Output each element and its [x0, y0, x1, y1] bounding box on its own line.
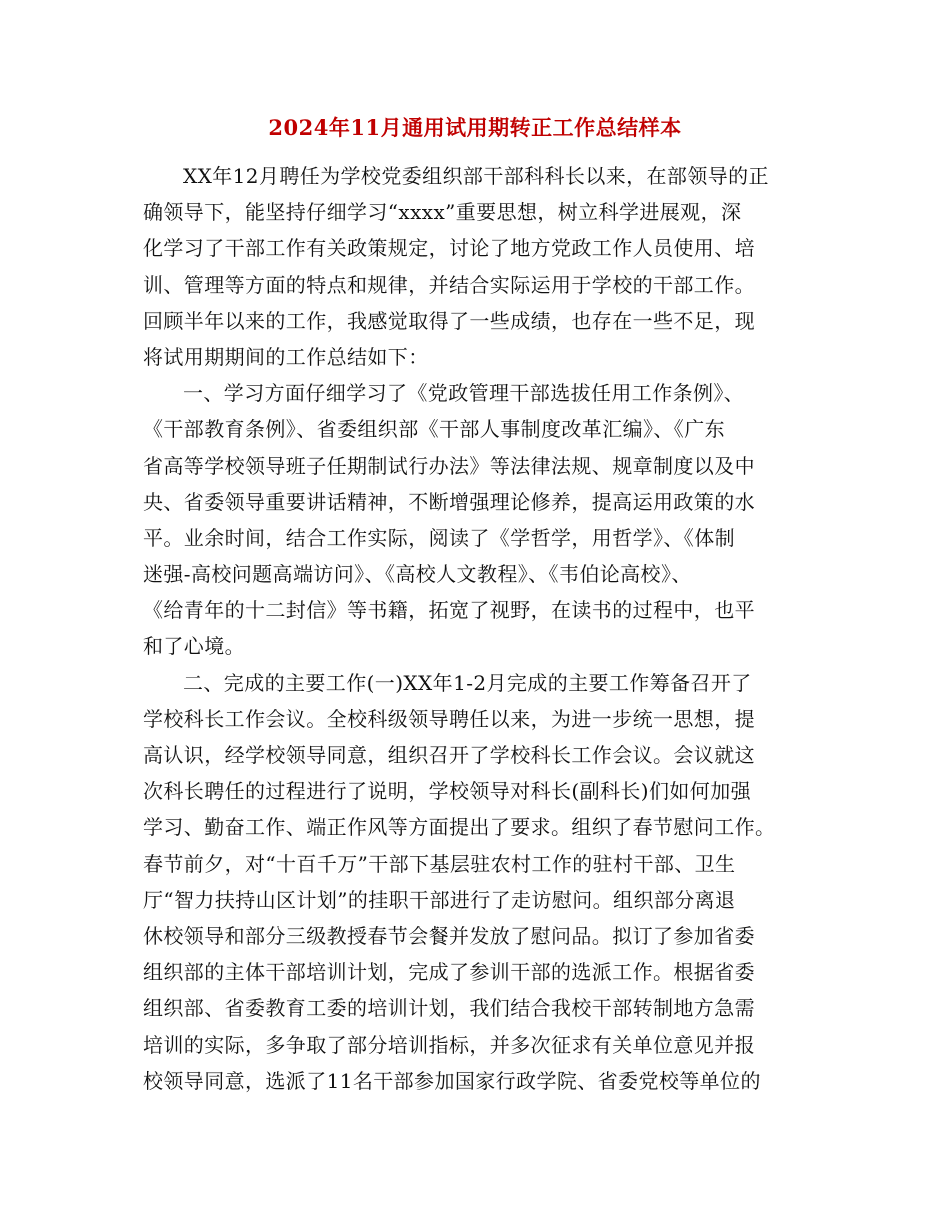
paragraph — [143, 375, 819, 665]
text-line: 平。业余时间，结合工作实际，阅读了《学哲学，用哲学》、《体制 — [143, 525, 735, 550]
text-line: 厅“智力扶持山区计划”的挂职干部进行了走访慰问。组织部分离退 — [143, 887, 736, 912]
paragraph — [143, 665, 819, 1099]
text-line: 迷强-高校问题高端访问》、《高校人文教程》、《韦伯论高校》、 — [143, 562, 692, 587]
text-line: 二、完成的主要工作(一)XX年1-2月完成的主要工作筹备召开了 — [183, 670, 752, 695]
text-line: 次科长聘任的过程进行了说明，学校领导对科长(副科长)们如何加强 — [143, 779, 752, 804]
text-line: 组织部的主体干部培训计划，完成了参训干部的选派工作。根据省委 — [143, 960, 755, 985]
text-line: 回顾半年以来的工作，我感觉取得了一些成绩，也存在一些不足，现 — [143, 308, 755, 333]
text-line: 央、省委领导重要讲话精神，不断增强理论修养，提高运用政策的水 — [143, 489, 755, 514]
text-line: 省高等学校领导班子任期制试行办法》等法律法规、规章制度以及中 — [143, 453, 755, 478]
text-line: 休校领导和部分三级教授春节会餐并发放了慰问品。拟订了参加省委 — [143, 923, 755, 948]
text-line: 春节前夕，对“十百千万”干部下基层驻农村工作的驻村干部、卫生 — [143, 851, 736, 876]
text-line: 化学习了干部工作有关政策规定，讨论了地方党政工作人员使用、培 — [143, 236, 755, 261]
text-line: 《给青年的十二封信》等书籍，拓宽了视野，在读书的过程中，也平 — [143, 598, 755, 623]
text-line: 训、管理等方面的特点和规律，并结合实际运用于学校的干部工作。 — [143, 272, 755, 297]
document-body — [143, 158, 819, 1099]
text-line: 学习、勤奋工作、端正作风等方面提出了要求。组织了春节慰问工作。 — [143, 815, 776, 840]
text-line: 将试用期期间的工作总结如下： — [143, 344, 429, 369]
text-line: 确领导下，能坚持仔细学习“xxxx”重要思想，树立科学进展观，深 — [143, 200, 742, 225]
paragraph — [143, 158, 819, 375]
document-title: 2024年11月通用试用期转正工作总结样本 — [268, 115, 682, 140]
text-line: 《干部教育条例》、省委组织部《干部人事制度改革汇编》、《广东 — [143, 417, 725, 442]
text-line: 组织部、省委教育工委的培训计划，我们结合我校干部转制地方急需 — [143, 996, 755, 1021]
text-line: XX年12月聘任为学校党委组织部干部科科长以来，在部领导的正 — [183, 164, 769, 188]
text-line: 校领导同意，选派了11名干部参加国家行政学院、省委党校等单位的 — [143, 1068, 761, 1093]
text-line: 培训的实际，多争取了部分培训指标，并多次征求有关单位意见并报 — [143, 1032, 755, 1057]
text-line: 学校科长工作会议。全校科级领导聘任以来，为进一步统一思想，提 — [143, 706, 755, 731]
text-line: 一、学习方面仔细学习了《党政管理干部选拔任用工作条例》、 — [183, 381, 745, 406]
text-line: 和了心境。 — [143, 634, 245, 659]
text-line: 高认识，经学校领导同意，组织召开了学校科长工作会议。会议就这 — [143, 743, 755, 767]
